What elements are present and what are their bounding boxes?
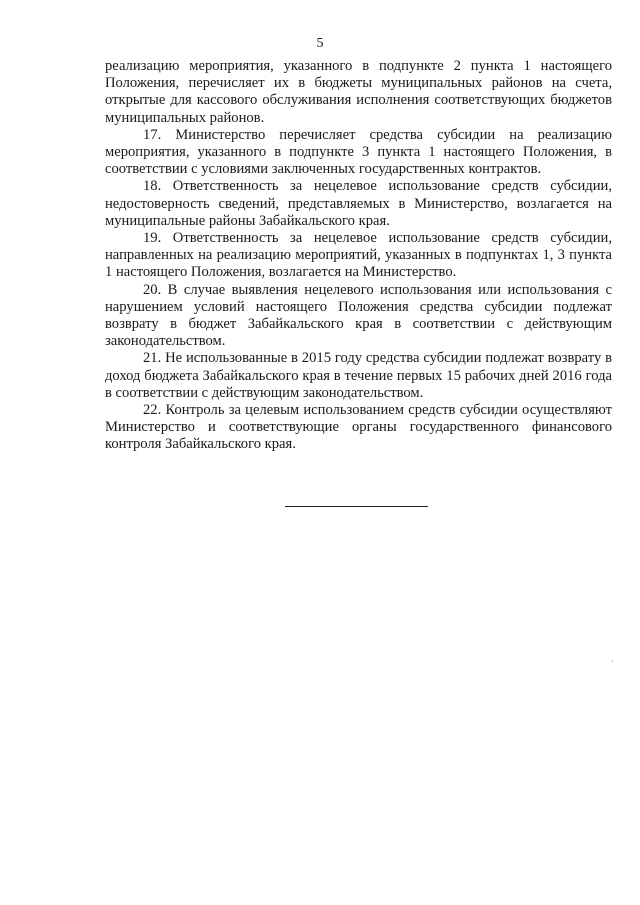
page-number: 5 — [316, 36, 324, 51]
paragraph-19: 19. Ответственность за нецелевое использование средств субсидии, направленных на реализацию мероприятий, указанных в подпунктах 1, 3 пункта 1 настоящего Положения, возлагается на Министерство. — [105, 230, 612, 281]
paragraph-continuation: реализацию мероприятия, указанного в подпункте 2 пункта 1 настоящего Положения, перечисляет их в бюджеты муниципальных районов на счета, открытые для кассового обслуживания исполнения соответствующих бюджетов муниципальных районов. — [105, 58, 612, 126]
paragraph-20: 20. В случае выявления нецелевого использования или использования с нарушением условий настоящего Положения средства субсидии подлежат возврату в бюджет Забайкальского края в соответствии с действующим законодательством. — [105, 281, 612, 350]
paragraph-21: 21. Не использованные в 2015 году средства субсидии подлежат возврату в доход бюджета Забайкальского края в течение первых 15 рабочих дней 2016 года в соответствии с действующим законодательством. — [105, 350, 612, 401]
paragraph-17: 17. Министерство перечисляет средства субсидии на реализацию мероприятия, указанного в подпункте 3 пункта 1 настоящего Положения, в соответствии с условиями заключенных государственных контрактов. — [105, 126, 612, 178]
paragraph-18: 18. Ответственность за нецелевое использование средств субсидии, недостоверность сведений, представляемых в Министерство, возлагается на муниципальные районы Забайкальского края. — [105, 178, 612, 229]
document-body — [105, 58, 612, 454]
paragraph-22: 22. Контроль за целевым использованием средств субсидии осуществляют Министерство и соответствующие органы государственного финансового контроля Забайкальского края. — [105, 402, 612, 453]
scan-speck — [612, 660, 613, 662]
end-separator-line — [285, 506, 428, 507]
